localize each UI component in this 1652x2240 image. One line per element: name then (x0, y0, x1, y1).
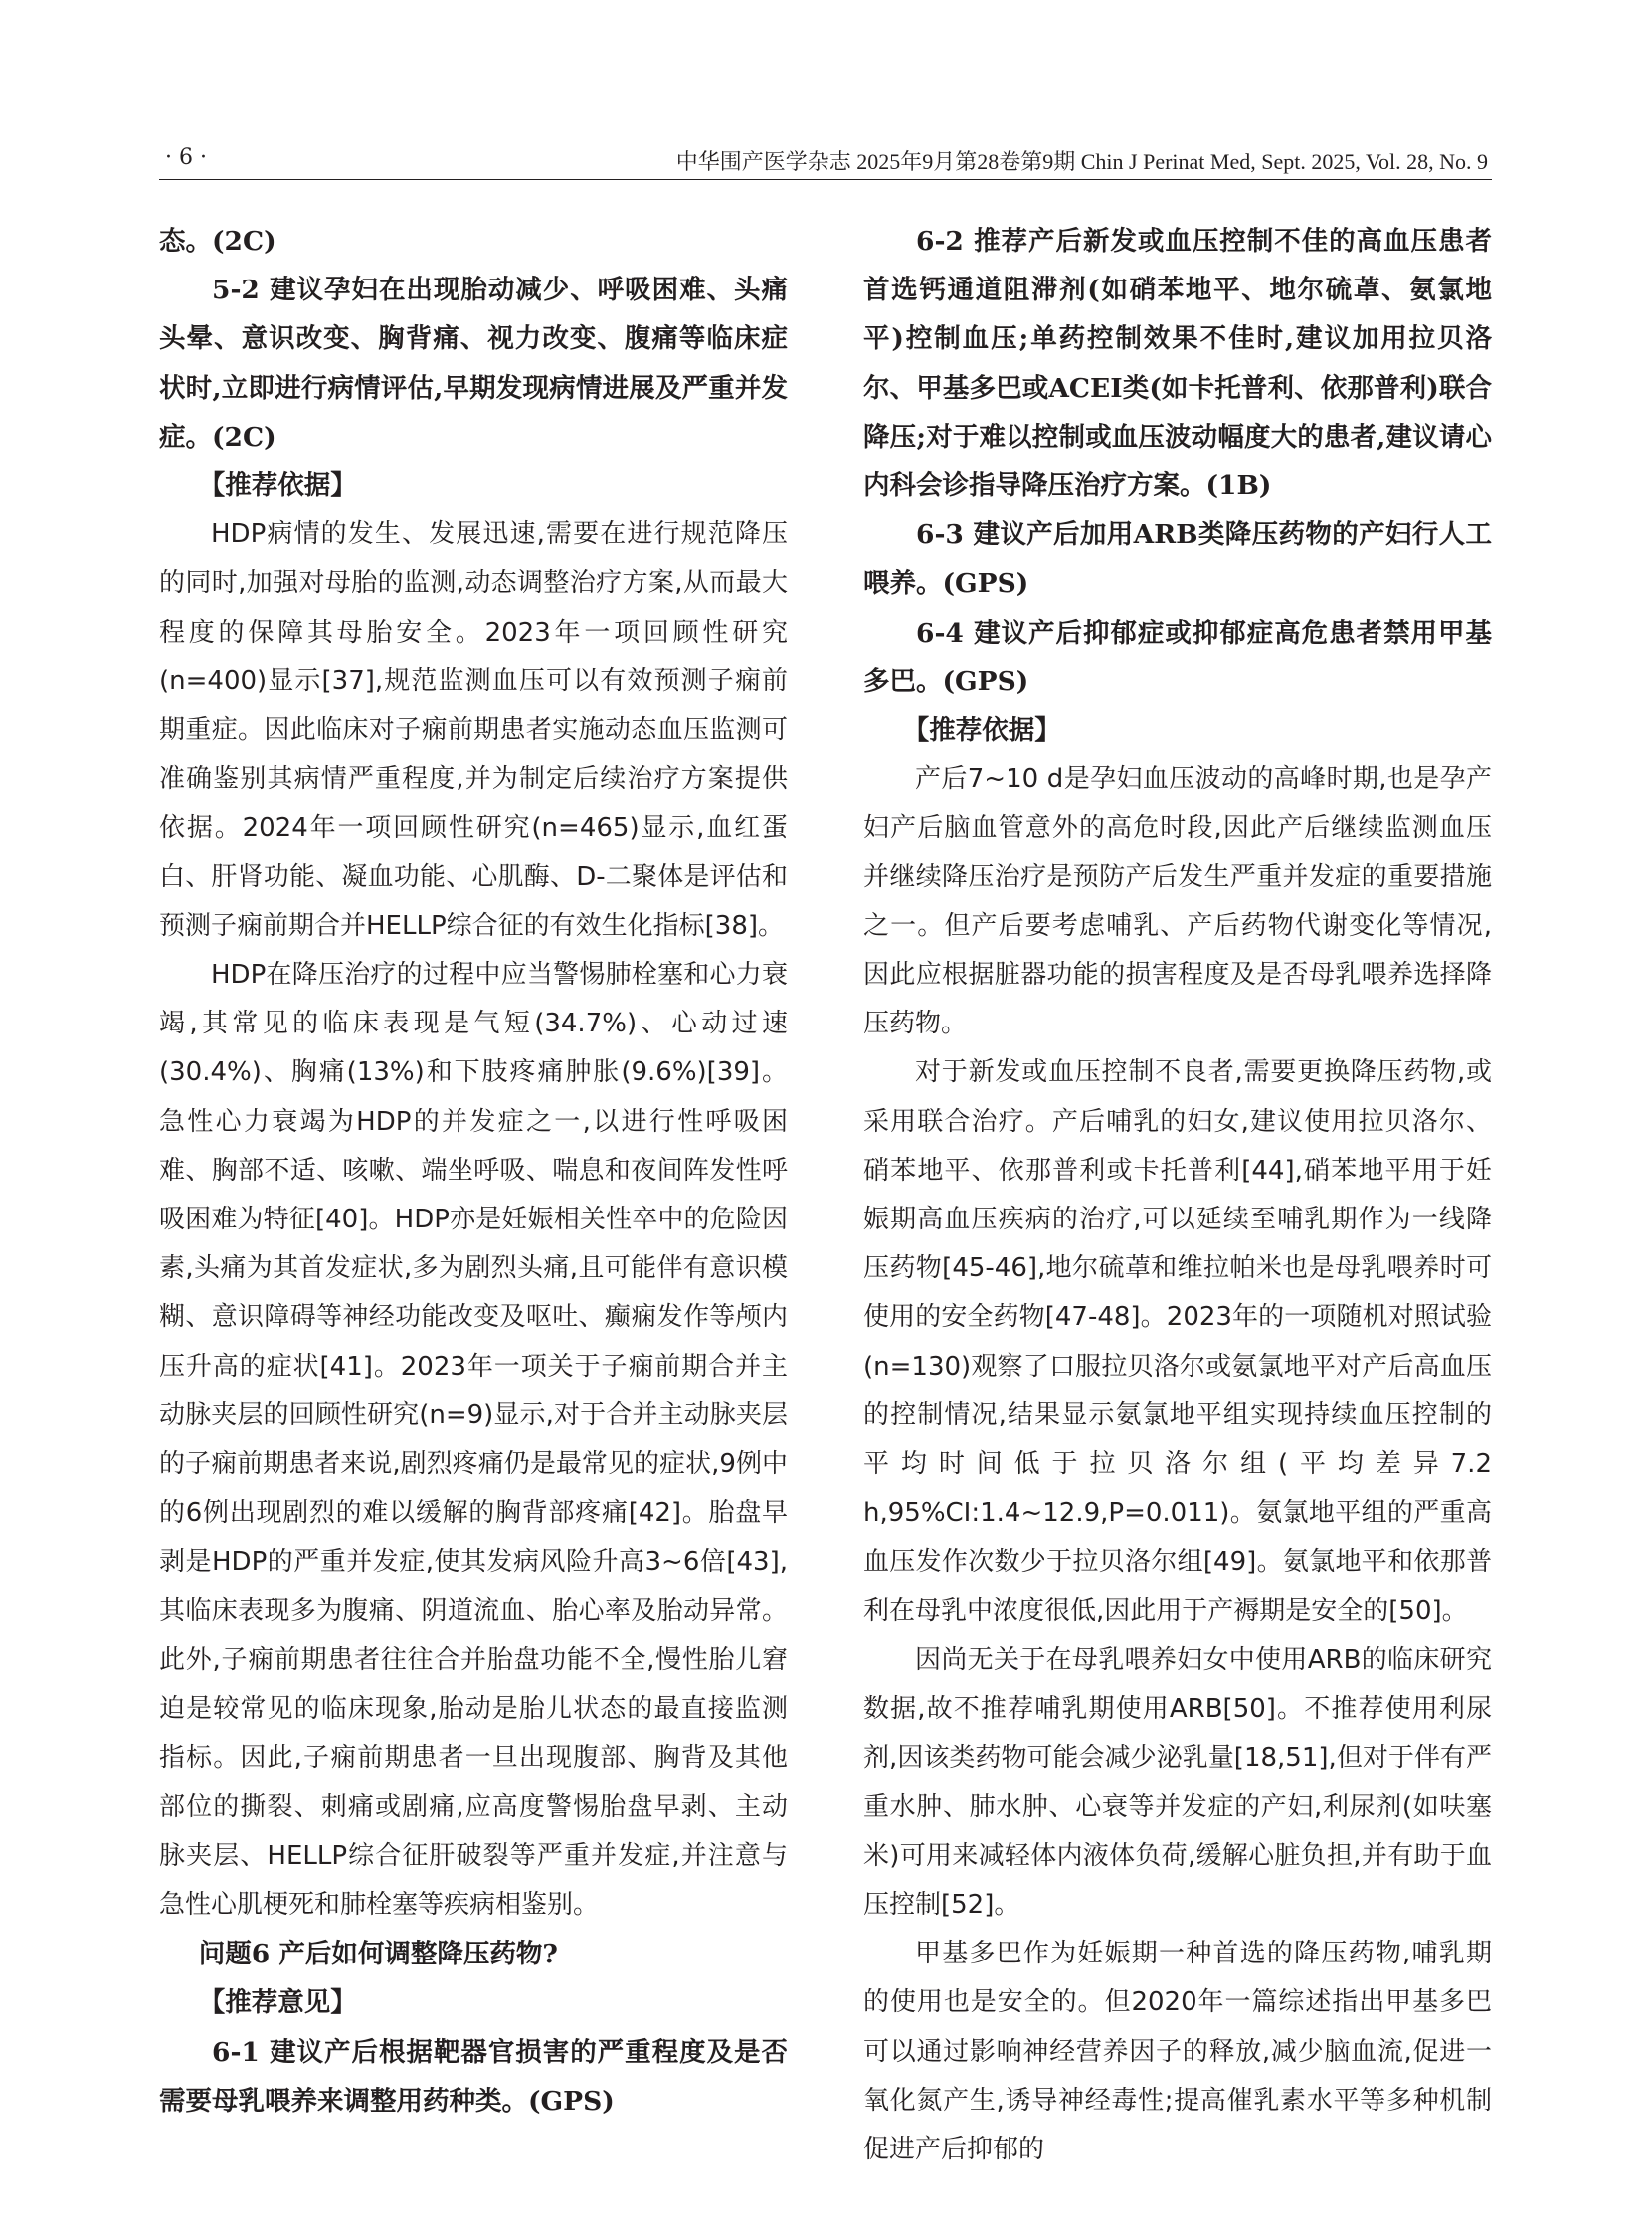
page-number: · 6 · (165, 145, 207, 170)
para-l2: 【推荐依据】 (198, 470, 357, 502)
para-r5: 对于新发或血压控制不良者,需要更换降压药物,或采用联合治疗。产后哺乳的妇女,建议使用拉贝洛尔、硝苯地平、依那普利或卡托普利[44],硝苯地平用于妊娠期高血压疾病的治疗,可以延续至哺乳期作为一线降压药物[45-46],地尔硫䓬和维拉帕米也是母乳喂养时可使用的安全药物[47-48]。2023年的一项随机对照试验(n=130)观察了口服拉贝洛尔或氨氯地平对产后高血压的控制情况,结果显示氨氯地平组实现持续血压控制的平均时间低于拉贝洛尔组(平均差异7.2 h,95%CI:1.4~12.9,P=0.011)。氨氯地平组的严重高血压发作次数少于拉贝洛尔组[49]。氨氯地平和依那普利在母乳中浓度很低,因此用于产褥期是安全的[50]。 (863, 1057, 1492, 1626)
para-l0: 态。(2C) (159, 226, 276, 257)
para-r2: 6-4 建议产后抑郁症或抑郁症高危患者禁用甲基多巴。(GPS) (863, 617, 1492, 697)
running-header (159, 145, 1492, 180)
para-l6: 【推荐意见】 (198, 1987, 357, 2019)
left-column (159, 217, 788, 2126)
right-column (863, 217, 1492, 2174)
para-r4: 产后7~10 d是孕妇血压波动的高峰时期,也是孕产妇产后脑血管意外的高危时段,因此产后继续监测血压并继续降压治疗是预防产后发生严重并发症的重要措施之一。但产后要考虑哺乳、产后药物代谢变化等情况,因此应根据脏器功能的损害程度及是否母乳喂养选择降压药物。 (863, 764, 1492, 1039)
para-r7: 甲基多巴作为妊娠期一种首选的降压药物,哺乳期的使用也是安全的。但2020年一篇综述指出甲基多巴可以通过影响神经营养因子的释放,减少脑血流,促进一氧化氮产生,诱导神经毒性;提高催乳素水平等多种机制促进产后抑郁的 (863, 1939, 1492, 2164)
para-r0: 6-2 推荐产后新发或血压控制不佳的高血压患者首选钙通道阻滞剂(如硝苯地平、地尔硫䓬、氨氯地平)控制血压;单药控制效果不佳时,建议加用拉贝洛尔、甲基多巴或ACEI类(如卡托普利、依那普利)联合降压;对于难以控制或血压波动幅度大的患者,建议请心内科会诊指导降压治疗方案。(1B) (863, 226, 1492, 502)
para-l7: 6-1 建议产后根据靶器官损害的严重程度及是否需要母乳喂养来调整用药种类。(GPS) (159, 2036, 788, 2117)
para-r1: 6-3 建议产后加用ARB类降压药物的产妇行人工喂养。(GPS) (863, 519, 1492, 600)
journal-citation: 中华围产医学杂志 2025年9月第28卷第9期 Chin J Perinat Med, Sept. 2025, Vol. 28, No. 9 (675, 149, 1488, 174)
para-r3: 【推荐依据】 (902, 715, 1061, 747)
para-l4: HDP在降压治疗的过程中应当警惕肺栓塞和心力衰竭,其常见的临床表现是气短(34.7%)、心动过速(30.4%)、胸痛(13%)和下肢疼痛肿胀(9.6%)[39]。急性心力衰竭为HDP的并发症之一,以进行性呼吸困难、胸部不适、咳嗽、端坐呼吸、喘息和夜间阵发性呼吸困难为特征[40]。HDP亦是妊娠相关性卒中的危险因素,头痛为其首发症状,多为剧烈头痛,且可能伴有意识模糊、意识障碍等神经功能改变及呕吐、癫痫发作等颅内压升高的症状[41]。2023年一项关于子痫前期合并主动脉夹层的回顾性研究(n=9)显示,对于合并主动脉夹层的子痫前期患者来说,剧烈疼痛仍是最常见的症状,9例中的6例出现剧烈的难以缓解的胸背部疼痛[42]。胎盘早剥是HDP的严重并发症,使其发病风险升高3~6倍[43],其临床表现多为腹痛、阴道流血、胎心率及胎动异常。此外,子痫前期患者往往合并胎盘功能不全,慢性胎儿窘迫是较常见的临床现象,胎动是胎儿状态的最直接监测指标。因此,子痫前期患者一旦出现腹部、胸背及其他部位的撕裂、刺痛或剧痛,应高度警惕胎盘早剥、主动脉夹层、HELLP综合征肝破裂等严重并发症,并注意与急性心肌梗死和肺栓塞等疾病相鉴别。 (159, 960, 788, 1920)
para-l3: HDP病情的发生、发展迅速,需要在进行规范降压的同时,加强对母胎的监测,动态调整治疗方案,从而最大程度的保障其母胎安全。2023年一项回顾性研究(n=400)显示[37],规范监测血压可以有效预测子痫前期重症。因此临床对子痫前期患者实施动态血压监测可准确鉴别其病情严重程度,并为制定后续治疗方案提供依据。2024年一项回顾性研究(n=465)显示,血红蛋白、肝肾功能、凝血功能、心肌酶、D-二聚体是评估和预测子痫前期合并HELLP综合征的有效生化指标[38]。 (159, 519, 788, 941)
para-l1: 5-2 建议孕妇在出现胎动减少、呼吸困难、头痛头晕、意识改变、胸背痛、视力改变、腹痛等临床症状时,立即进行病情评估,早期发现病情进展及严重并发症。(2C) (159, 275, 788, 453)
para-r6: 因尚无关于在母乳喂养妇女中使用ARB的临床研究数据,故不推荐哺乳期使用ARB[50]。不推荐使用利尿剂,因该类药物可能会减少泌乳量[18,51],但对于伴有严重水肿、肺水肿、心衰等并发症的产妇,利尿剂(如呋塞米)可用来减轻体内液体负荷,缓解心脏负担,并有助于血压控制[52]。 (863, 1644, 1492, 1920)
para-l5: 问题6 产后如何调整降压药物? (198, 1939, 558, 1970)
